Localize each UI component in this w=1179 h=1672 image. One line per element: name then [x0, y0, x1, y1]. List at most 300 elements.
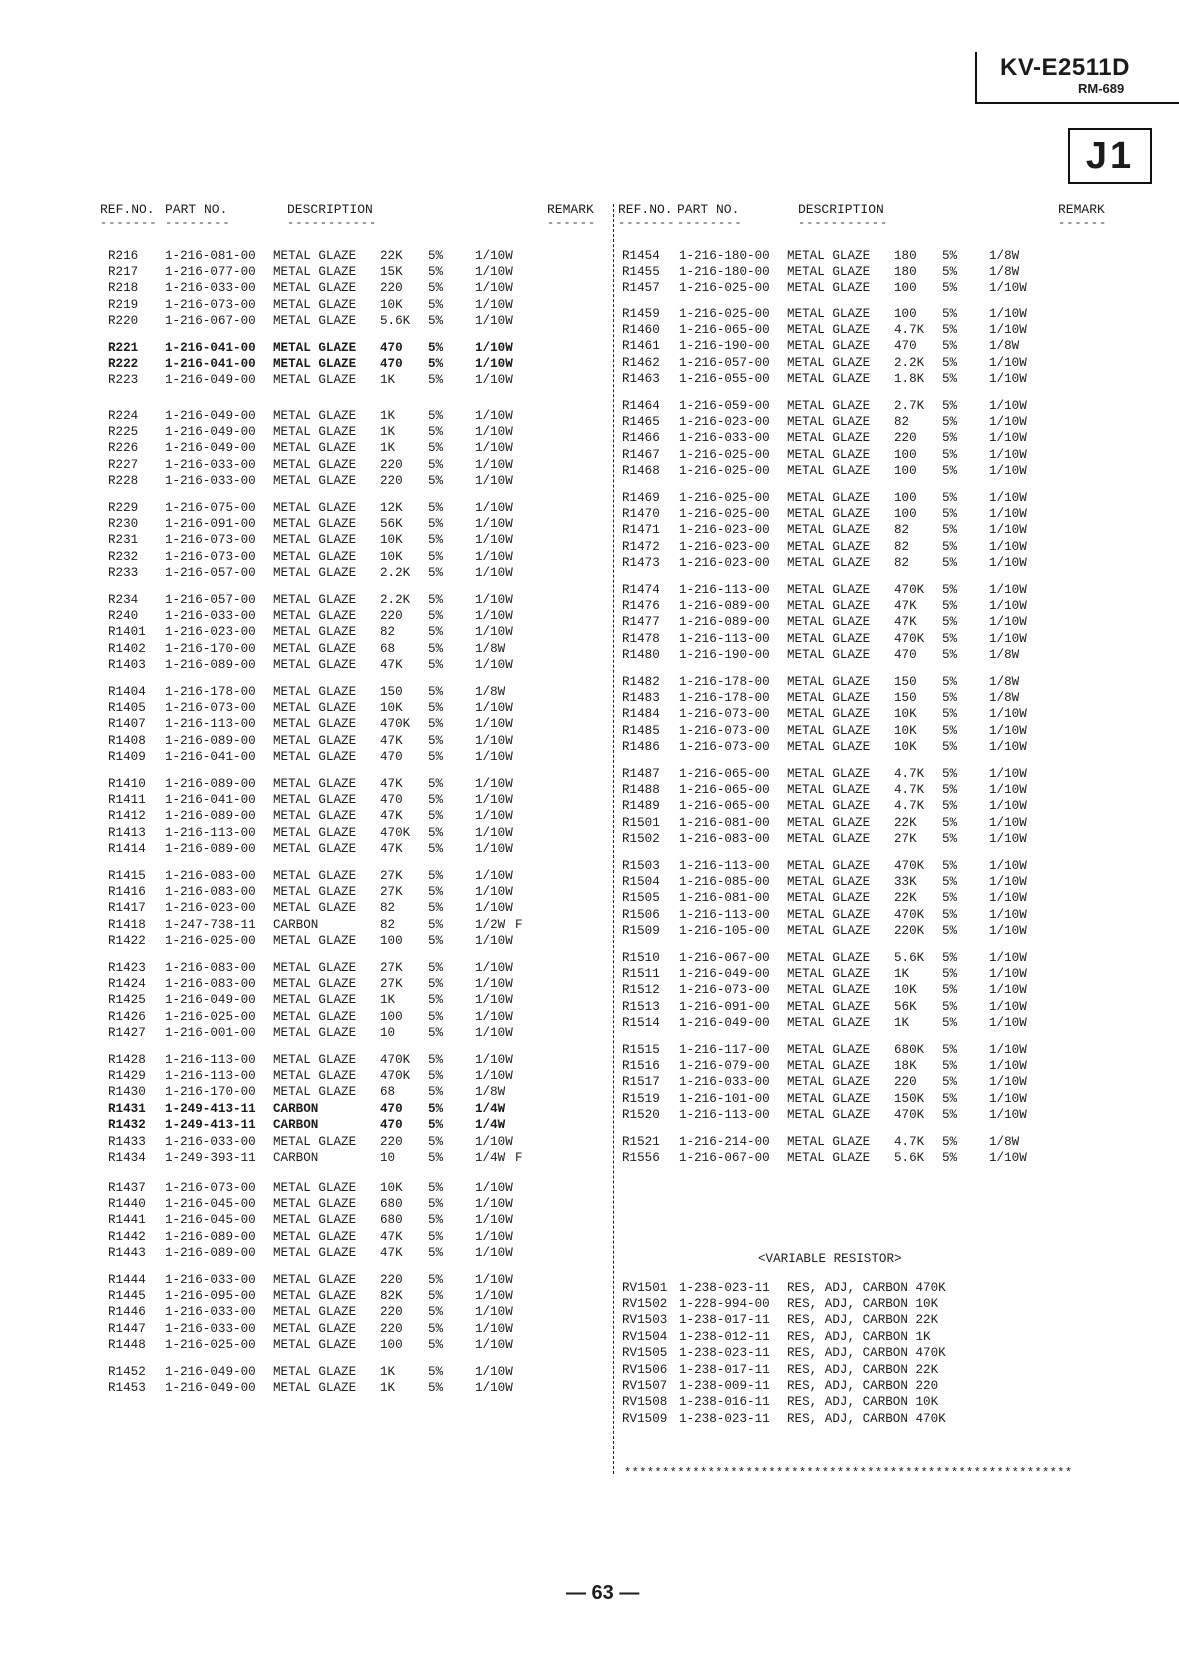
value: 4.7K	[894, 767, 925, 781]
description: METAL GLAZE	[787, 1107, 871, 1122]
ref-no: RV1503	[622, 1313, 668, 1328]
tolerance: 5%	[428, 1117, 444, 1132]
wattage: 1/10W	[475, 425, 513, 440]
value: 470K	[380, 1069, 411, 1084]
description: METAL GLAZE	[273, 265, 357, 280]
value: 220	[380, 1273, 403, 1287]
description: METAL GLAZE	[273, 1321, 357, 1336]
description: METAL GLAZE	[787, 249, 871, 263]
tolerance: 5%	[428, 473, 444, 488]
wattage: 1/10W	[989, 431, 1027, 446]
ref-no: R1468	[622, 463, 660, 478]
ref-no: R1422	[108, 933, 146, 948]
tolerance: 5%	[942, 491, 958, 505]
part-no: 1-216-049-00	[679, 967, 770, 982]
remote-model: RM-689	[1078, 81, 1125, 96]
part-no: 1-216-033-00	[165, 1135, 256, 1149]
column-divider	[613, 204, 614, 1474]
part-no: 1-216-049-00	[165, 373, 256, 388]
ref-no: R1472	[622, 539, 660, 554]
ref-no: RV1502	[622, 1297, 668, 1312]
part-no: 1-216-045-00	[165, 1213, 256, 1228]
part-no: 1-216-041-00	[165, 341, 256, 355]
part-no: 1-216-083-00	[165, 977, 256, 992]
wattage: 1/4W	[475, 1101, 506, 1116]
value: 100	[894, 281, 917, 296]
header-remark: REMARK	[547, 202, 594, 217]
ref-no: R220	[108, 313, 139, 328]
ref-no: R1501	[622, 815, 660, 830]
ref-no: R1459	[622, 307, 660, 321]
tolerance: 5%	[942, 1107, 958, 1122]
tolerance: 5%	[428, 533, 444, 548]
ref-no: R1461	[622, 339, 660, 354]
value: 47K	[380, 657, 403, 672]
wattage: 1/10W	[989, 539, 1027, 554]
ref-no: R1432	[108, 1117, 146, 1132]
ref-no: R1446	[108, 1305, 146, 1320]
ref-no: R1442	[108, 1229, 146, 1244]
part-no: 1-216-057-00	[679, 355, 770, 370]
part-no: 1-216-025-00	[679, 307, 770, 321]
description: METAL GLAZE	[273, 1305, 357, 1320]
wattage: 1/10W	[475, 1025, 513, 1040]
ref-no: R1441	[108, 1213, 146, 1228]
ref-no: R218	[108, 281, 139, 296]
wattage: 1/10W	[475, 869, 513, 883]
tolerance: 5%	[428, 961, 444, 975]
wattage: 1/10W	[475, 313, 513, 328]
ref-no: R1445	[108, 1289, 146, 1304]
ref-no: R1402	[108, 641, 146, 656]
part-no: 1-216-105-00	[679, 923, 770, 938]
value: 4.7K	[894, 783, 925, 798]
wattage: 1/10W	[989, 307, 1027, 321]
part-no: 1-216-049-00	[165, 441, 256, 456]
part-no: 1-216-089-00	[165, 733, 256, 748]
value: 82	[894, 415, 910, 430]
value: 100	[894, 463, 917, 478]
tolerance: 5%	[942, 539, 958, 554]
tolerance: 5%	[942, 815, 958, 830]
description: RES, ADJ, CARBON 1K	[787, 1329, 931, 1344]
ref-no: RV1508	[622, 1395, 668, 1410]
description: METAL GLAZE	[273, 777, 357, 791]
part-no: 1-216-073-00	[679, 983, 770, 998]
value: 82	[380, 917, 396, 932]
part-no: 1-216-025-00	[679, 281, 770, 296]
wattage: 1/10W	[475, 625, 513, 640]
value: 2.7K	[894, 399, 925, 413]
part-no: 1-238-009-11	[679, 1379, 770, 1394]
description: METAL GLAZE	[787, 555, 871, 570]
dash-ref: -------	[100, 216, 158, 230]
part-no: 1-216-113-00	[165, 717, 256, 732]
tolerance: 5%	[942, 463, 958, 478]
wattage: 1/4W	[475, 1151, 506, 1166]
value: 1K	[894, 1015, 910, 1030]
dash-remark-right: ------	[1058, 216, 1108, 230]
wattage: 1/10W	[475, 841, 513, 856]
ref-no: R1515	[622, 1043, 660, 1057]
tolerance: 5%	[942, 859, 958, 873]
ref-no: R1423	[108, 961, 146, 975]
wattage: 1/8W	[989, 647, 1020, 662]
wattage: 1/10W	[989, 967, 1027, 982]
description: METAL GLAZE	[273, 1025, 357, 1040]
wattage: 1/8W	[989, 249, 1020, 263]
wattage: 1/10W	[989, 399, 1027, 413]
page-number: — 63 —	[566, 1582, 640, 1604]
part-no: 1-216-089-00	[165, 657, 256, 672]
wattage: 1/10W	[475, 297, 513, 312]
description: METAL GLAZE	[787, 631, 871, 646]
tolerance: 5%	[942, 783, 958, 798]
value: 100	[380, 1337, 403, 1352]
part-no: 1-216-170-00	[165, 1085, 256, 1100]
tolerance: 5%	[942, 1091, 958, 1106]
wattage: 1/8W	[475, 685, 506, 699]
part-no: 1-238-023-11	[679, 1345, 770, 1360]
value: 1.8K	[894, 371, 925, 386]
header-part-no-right: PART NO.	[677, 202, 740, 217]
wattage: 1/10W	[989, 783, 1027, 798]
ref-no: R1457	[622, 281, 660, 296]
description: METAL GLAZE	[273, 825, 357, 840]
tolerance: 5%	[428, 457, 444, 472]
wattage: 1/10W	[989, 723, 1027, 738]
description: METAL GLAZE	[787, 507, 871, 522]
tolerance: 5%	[428, 717, 444, 732]
wattage: 1/10W	[989, 815, 1027, 830]
value: 4.7K	[894, 323, 925, 338]
wattage: 1/10W	[475, 1009, 513, 1024]
part-no: 1-216-025-00	[679, 463, 770, 478]
tolerance: 5%	[942, 249, 958, 263]
value: 100	[894, 307, 917, 321]
tolerance: 5%	[942, 583, 958, 597]
tolerance: 5%	[942, 907, 958, 922]
wattage: 1/10W	[989, 415, 1027, 430]
description: METAL GLAZE	[273, 1273, 357, 1287]
tolerance: 5%	[942, 615, 958, 630]
part-no: 1-216-049-00	[165, 409, 256, 423]
ref-no: R1504	[622, 875, 660, 890]
ref-no: R1429	[108, 1069, 146, 1084]
tolerance: 5%	[942, 983, 958, 998]
tolerance: 5%	[428, 625, 444, 640]
part-no: 1-216-117-00	[679, 1043, 770, 1057]
part-no: 1-216-113-00	[679, 1107, 770, 1122]
value: 82	[380, 901, 396, 916]
value: 82	[894, 555, 910, 570]
part-no: 1-216-049-00	[165, 1381, 256, 1396]
value: 100	[894, 447, 917, 462]
part-no: 1-216-083-00	[679, 831, 770, 846]
wattage: 1/10W	[989, 831, 1027, 846]
ref-no: R232	[108, 549, 139, 564]
wattage: 1/10W	[989, 507, 1027, 522]
value: 1K	[380, 425, 396, 440]
tolerance: 5%	[942, 355, 958, 370]
tolerance: 5%	[942, 799, 958, 814]
tolerance: 5%	[428, 917, 444, 932]
value: 47K	[380, 733, 403, 748]
wattage: 1/10W	[989, 281, 1027, 296]
wattage: 1/10W	[989, 739, 1027, 754]
value: 470K	[380, 825, 411, 840]
ref-no: R1416	[108, 885, 146, 900]
ref-no: R1408	[108, 733, 146, 748]
tolerance: 5%	[428, 1365, 444, 1379]
part-no: 1-216-033-00	[165, 1321, 256, 1336]
value: 220	[380, 1305, 403, 1320]
part-no: 1-216-113-00	[679, 907, 770, 922]
wattage: 1/10W	[475, 1289, 513, 1304]
ref-no: R1503	[622, 859, 660, 873]
tolerance: 5%	[428, 409, 444, 423]
part-no: 1-238-012-11	[679, 1329, 770, 1344]
value: 27K	[380, 977, 403, 992]
ref-no: R226	[108, 441, 139, 456]
part-no: 1-216-025-00	[165, 1009, 256, 1024]
description: METAL GLAZE	[273, 549, 357, 564]
tolerance: 5%	[428, 249, 444, 263]
ref-no: R1453	[108, 1381, 146, 1396]
part-no: 1-216-079-00	[679, 1059, 770, 1074]
part-no: 1-216-089-00	[165, 777, 256, 791]
wattage: 1/10W	[475, 1197, 513, 1212]
ref-no: R1511	[622, 967, 660, 982]
wattage: 1/10W	[475, 1305, 513, 1320]
part-no: 1-216-067-00	[679, 951, 770, 965]
value: 100	[380, 1009, 403, 1024]
description: METAL GLAZE	[273, 565, 357, 580]
tolerance: 5%	[428, 565, 444, 580]
value: 10K	[380, 297, 403, 312]
description: METAL GLAZE	[273, 357, 357, 372]
wattage: 1/10W	[475, 593, 513, 607]
ref-no: R1437	[108, 1181, 146, 1195]
description: METAL GLAZE	[273, 533, 357, 548]
tolerance: 5%	[942, 631, 958, 646]
wattage: 1/10W	[989, 491, 1027, 505]
value: 10	[380, 1025, 396, 1040]
ref-no: R1463	[622, 371, 660, 386]
description: METAL GLAZE	[787, 767, 871, 781]
ref-no: R1452	[108, 1365, 146, 1379]
description: METAL GLAZE	[273, 1365, 357, 1379]
ref-no: R1486	[622, 739, 660, 754]
tolerance: 5%	[428, 777, 444, 791]
tolerance: 5%	[428, 1289, 444, 1304]
value: 220	[380, 473, 403, 488]
value: 1K	[380, 1365, 396, 1379]
ref-no: R1454	[622, 249, 660, 263]
description: RES, ADJ, CARBON 22K	[787, 1363, 939, 1377]
ref-no: R1444	[108, 1273, 146, 1287]
value: 82K	[380, 1289, 403, 1304]
tolerance: 5%	[942, 1015, 958, 1030]
tolerance: 5%	[428, 297, 444, 312]
ref-no: R229	[108, 501, 139, 515]
part-no: 1-216-083-00	[165, 869, 256, 883]
part-no: 1-216-075-00	[165, 501, 256, 515]
wattage: 1/8W	[989, 339, 1020, 354]
description: METAL GLAZE	[787, 265, 871, 280]
part-no: 1-216-113-00	[165, 1053, 256, 1067]
part-no: 1-216-077-00	[165, 265, 256, 280]
tolerance: 5%	[428, 1381, 444, 1396]
ref-no: R1470	[622, 507, 660, 522]
value: 4.7K	[894, 1135, 925, 1149]
part-no: 1-216-023-00	[679, 539, 770, 554]
value: 10K	[380, 701, 403, 716]
wattage: 1/10W	[475, 961, 513, 975]
value: 10K	[894, 723, 917, 738]
value: 470	[894, 339, 917, 354]
value: 1K	[380, 441, 396, 456]
part-no: 1-216-001-00	[165, 1025, 256, 1040]
description: METAL GLAZE	[787, 951, 871, 965]
part-no: 1-216-180-00	[679, 265, 770, 280]
value: 220	[894, 1075, 917, 1090]
part-no: 1-216-055-00	[679, 371, 770, 386]
value: 4.7K	[894, 799, 925, 814]
value: 10K	[894, 983, 917, 998]
wattage: 1/10W	[989, 615, 1027, 630]
wattage: 1/10W	[989, 891, 1027, 906]
value: 150	[894, 675, 917, 689]
description: METAL GLAZE	[787, 739, 871, 754]
part-no: 1-216-033-00	[165, 1305, 256, 1320]
description: METAL GLAZE	[787, 691, 871, 706]
description: METAL GLAZE	[787, 647, 871, 662]
part-no: 1-216-073-00	[679, 739, 770, 754]
ref-no: R1448	[108, 1337, 146, 1352]
wattage: 1/10W	[475, 281, 513, 296]
tolerance: 5%	[942, 447, 958, 462]
header-ref-no: REF.NO.	[100, 202, 155, 217]
tolerance: 5%	[942, 399, 958, 413]
description: METAL GLAZE	[273, 425, 357, 440]
value: 470K	[894, 1107, 925, 1122]
value: 100	[894, 507, 917, 522]
value: 220	[380, 1321, 403, 1336]
value: 470K	[894, 859, 925, 873]
part-no: 1-216-081-00	[679, 815, 770, 830]
wattage: 1/10W	[475, 1365, 513, 1379]
ref-no: R1411	[108, 793, 146, 808]
description: METAL GLAZE	[787, 431, 871, 446]
value: 47K	[380, 777, 403, 791]
wattage: 1/10W	[475, 357, 513, 372]
part-no: 1-216-113-00	[679, 859, 770, 873]
value: 27K	[380, 869, 403, 883]
description: METAL GLAZE	[787, 463, 871, 478]
part-no: 1-216-113-00	[679, 583, 770, 597]
part-no: 1-216-045-00	[165, 1197, 256, 1212]
tolerance: 5%	[428, 685, 444, 699]
tolerance: 5%	[428, 733, 444, 748]
value: 220	[380, 457, 403, 472]
ref-no: R223	[108, 373, 139, 388]
wattage: 1/10W	[475, 809, 513, 824]
description: METAL GLAZE	[273, 809, 357, 824]
ref-no: R1520	[622, 1107, 660, 1122]
part-no: 1-216-067-00	[165, 313, 256, 328]
tolerance: 5%	[942, 1135, 958, 1149]
wattage: 1/10W	[475, 777, 513, 791]
value: 27K	[894, 831, 917, 846]
wattage: 1/10W	[989, 1091, 1027, 1106]
tolerance: 5%	[428, 1069, 444, 1084]
description: METAL GLAZE	[273, 441, 357, 456]
description: CARBON	[273, 917, 319, 932]
wattage: 1/10W	[475, 265, 513, 280]
description: METAL GLAZE	[787, 723, 871, 738]
wattage: 1/10W	[989, 631, 1027, 646]
tolerance: 5%	[942, 723, 958, 738]
ref-no: R1430	[108, 1085, 146, 1100]
ref-no: R1514	[622, 1015, 660, 1030]
tolerance: 5%	[428, 885, 444, 900]
part-no: 1-216-065-00	[679, 783, 770, 798]
value: 1K	[894, 967, 910, 982]
value: 47K	[380, 809, 403, 824]
description: METAL GLAZE	[273, 993, 357, 1008]
part-no: 1-216-041-00	[165, 793, 256, 808]
model-number: KV-E2511D	[1000, 54, 1130, 81]
part-no: 1-216-025-00	[679, 447, 770, 462]
ref-no: RV1507	[622, 1379, 668, 1394]
description: METAL GLAZE	[787, 831, 871, 846]
description: METAL GLAZE	[273, 373, 357, 388]
ref-no: R1417	[108, 901, 146, 916]
ref-no: R1488	[622, 783, 660, 798]
part-no: 1-216-073-00	[165, 533, 256, 548]
ref-no: RV1501	[622, 1281, 668, 1295]
part-no: 1-216-178-00	[679, 691, 770, 706]
wattage: 1/10W	[989, 599, 1027, 614]
ref-no: R227	[108, 457, 139, 472]
value: 220	[894, 431, 917, 446]
ref-no: R1478	[622, 631, 660, 646]
description: RES, ADJ, CARBON 22K	[787, 1313, 939, 1328]
value: 12K	[380, 501, 403, 515]
description: METAL GLAZE	[273, 501, 357, 515]
description: METAL GLAZE	[787, 615, 871, 630]
value: 100	[894, 491, 917, 505]
wattage: 1/10W	[475, 1381, 513, 1396]
wattage: 1/10W	[989, 1059, 1027, 1074]
tolerance: 5%	[942, 891, 958, 906]
wattage: 1/10W	[475, 249, 513, 263]
ref-no: R231	[108, 533, 139, 548]
wattage: 1/8W	[989, 691, 1020, 706]
description: METAL GLAZE	[787, 675, 871, 689]
ref-no: RV1504	[622, 1329, 668, 1344]
ref-no: RV1506	[622, 1363, 668, 1377]
tolerance: 5%	[942, 1043, 958, 1057]
remark: F	[515, 917, 523, 932]
description: METAL GLAZE	[787, 323, 871, 338]
value: 15K	[380, 265, 403, 280]
wattage: 1/10W	[475, 457, 513, 472]
ref-no: R1404	[108, 685, 146, 699]
value: 470K	[894, 583, 925, 597]
ref-no: R1424	[108, 977, 146, 992]
